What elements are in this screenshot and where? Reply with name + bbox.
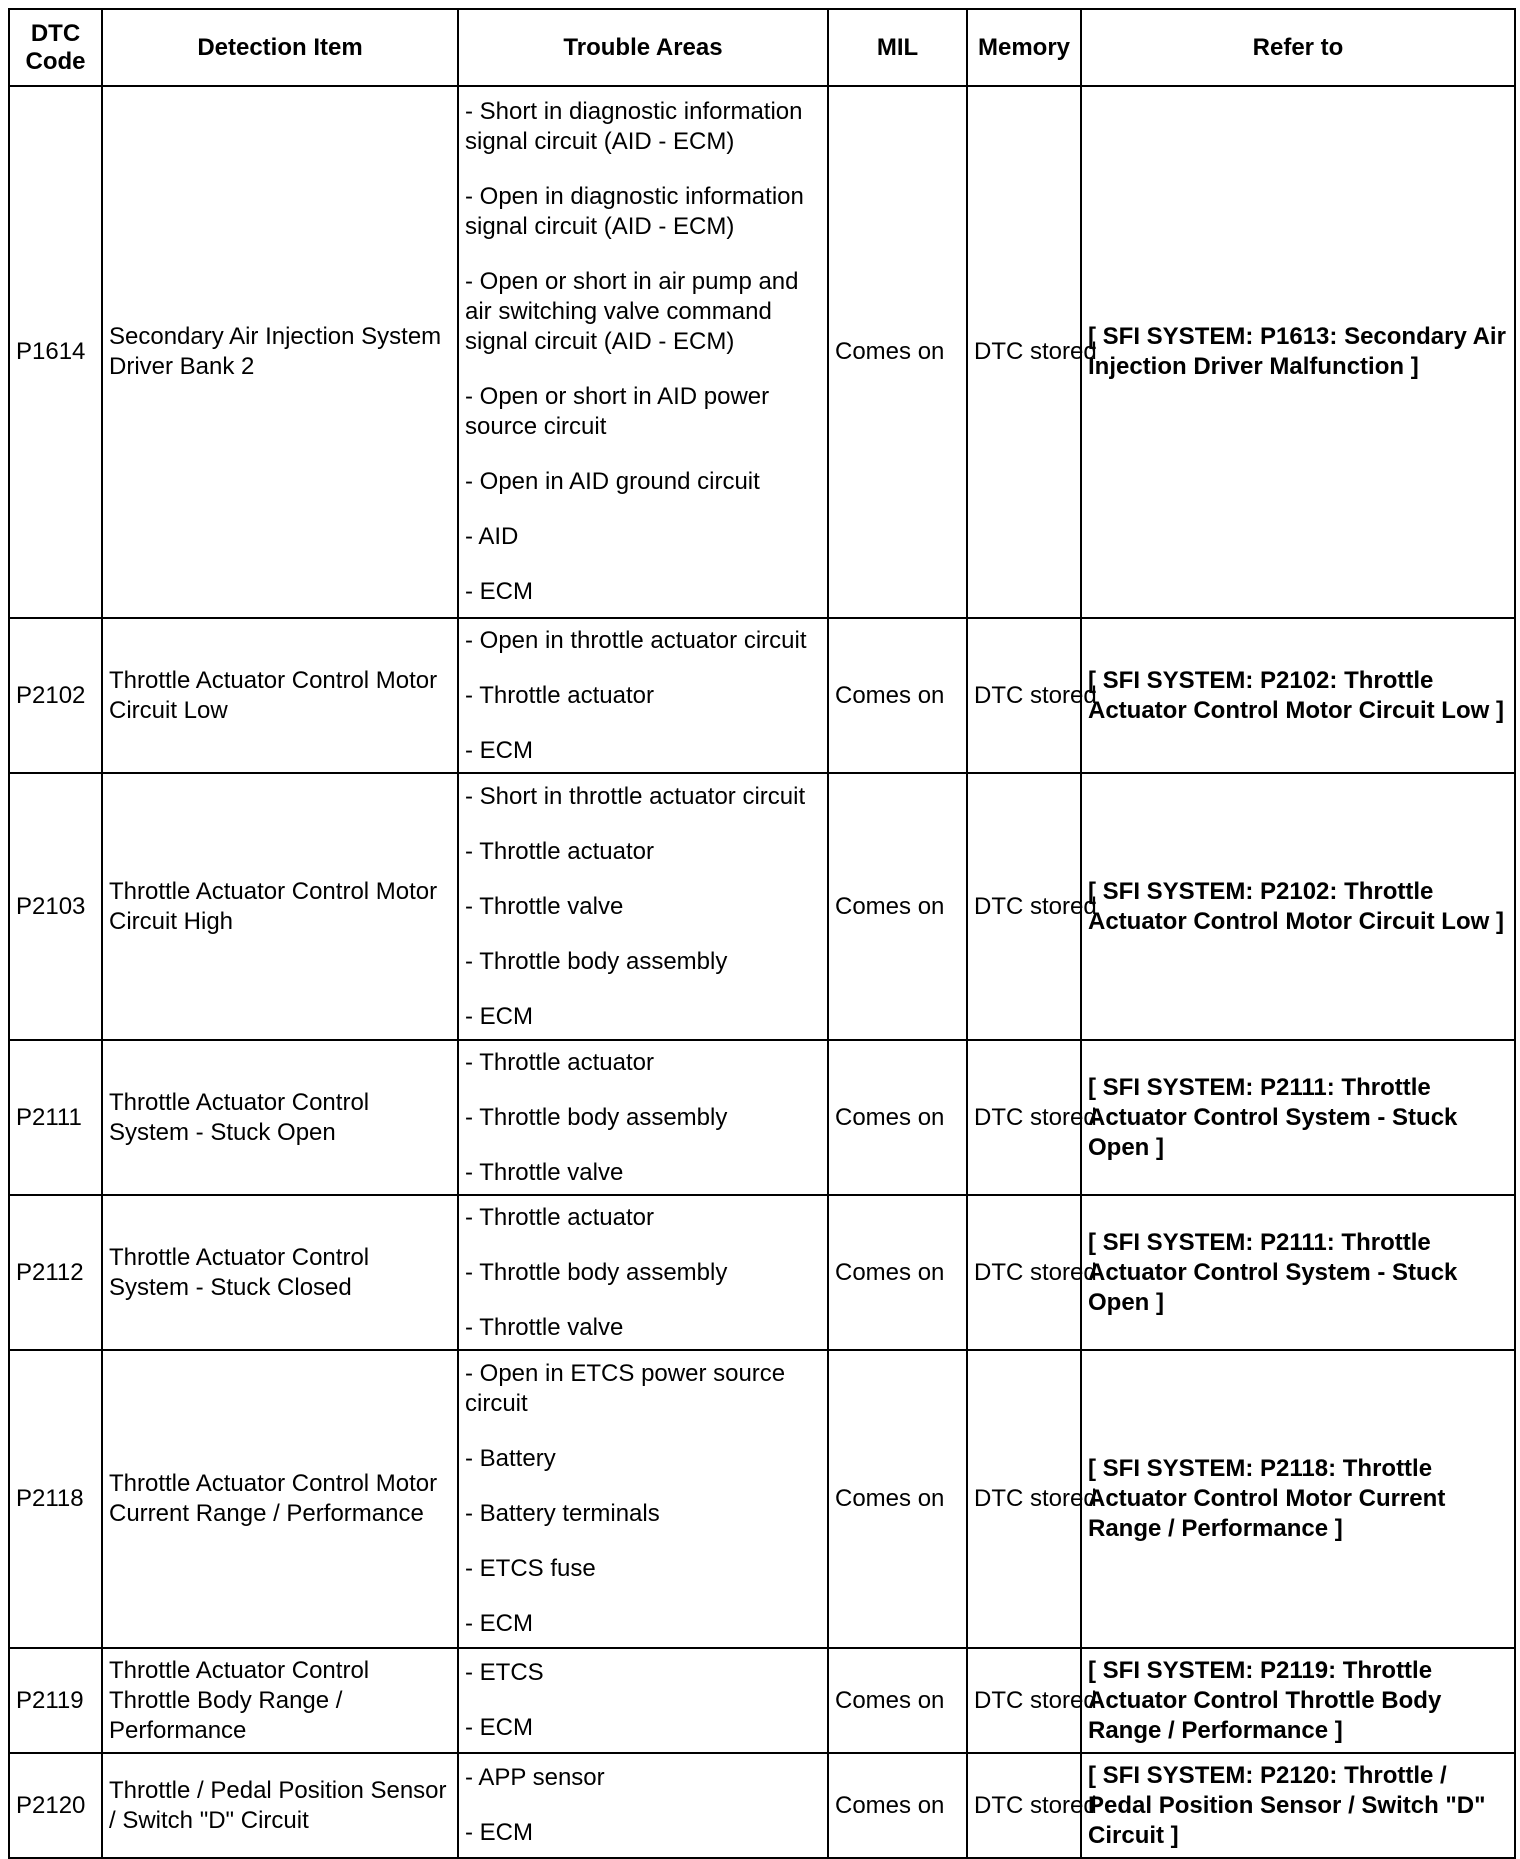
trouble-area-item: - Throttle actuator: [465, 1048, 654, 1076]
memory-cell: DTC stored: [967, 86, 1081, 618]
trouble-area-item: - ECM: [465, 578, 533, 605]
trouble-area-item: - Throttle valve: [465, 892, 624, 920]
trouble-area-item: - Throttle body assembly: [465, 1103, 728, 1131]
trouble-area-item: - ECM: [465, 1610, 533, 1637]
trouble-area-item: - ECM: [465, 1819, 533, 1846]
table-row: [9, 1195, 1515, 1350]
refer-to-cell: [ SFI SYSTEM: P2102: Throttle Actuator Control Motor Circuit Low ]: [1081, 618, 1515, 773]
header-refer-to: Refer to: [1081, 9, 1515, 86]
detection-item-cell: Throttle Actuator Control System - Stuck Closed: [102, 1195, 458, 1350]
refer-to-cell: [ SFI SYSTEM: P2111: Throttle Actuator Control System - Stuck Open ]: [1081, 1195, 1515, 1350]
trouble-area-item: - Open in ETCS power source circuit: [465, 1360, 786, 1417]
header-mil: MIL: [828, 9, 967, 86]
mil-cell: Comes on: [828, 1040, 967, 1195]
memory-cell: DTC stored: [967, 1040, 1081, 1195]
memory-cell: DTC stored: [967, 1195, 1081, 1350]
dtc-code-cell: P2111: [9, 1040, 102, 1195]
trouble-area-item: - Battery terminals: [465, 1500, 660, 1527]
trouble-area-item: - Open in throttle actuator circuit: [465, 626, 807, 654]
table-row: [9, 1350, 1515, 1648]
trouble-area-item: - Throttle actuator: [465, 1203, 654, 1231]
trouble-area-item: - Open in AID ground circuit: [465, 468, 760, 495]
trouble-areas-cell: [458, 1040, 828, 1195]
trouble-area-item: - ECM: [465, 736, 533, 764]
mil-cell: Comes on: [828, 1195, 967, 1350]
mil-cell: Comes on: [828, 86, 967, 618]
detection-item-cell: Throttle Actuator Control Motor Current Range / Performance: [102, 1350, 458, 1648]
memory-cell: DTC stored: [967, 1648, 1081, 1753]
trouble-area-item: - ECM: [465, 1002, 533, 1030]
header-dtc-code: [9, 9, 102, 86]
table-row: [9, 773, 1515, 1040]
table-row: [9, 1753, 1515, 1858]
dtc-code-cell: P1614: [9, 86, 102, 618]
refer-to-cell: [ SFI SYSTEM: P2120: Throttle / Pedal Position Sensor / Switch "D" Circuit ]: [1081, 1753, 1515, 1858]
trouble-area-item: - APP sensor: [465, 1764, 605, 1791]
trouble-areas-cell: [458, 618, 828, 773]
detection-item-cell: Throttle / Pedal Position Sensor / Switch "D" Circuit: [102, 1753, 458, 1858]
refer-to-cell: [ SFI SYSTEM: P2118: Throttle Actuator Control Motor Current Range / Performance ]: [1081, 1350, 1515, 1648]
dtc-code-cell: P2103: [9, 773, 102, 1040]
memory-cell: DTC stored: [967, 773, 1081, 1040]
trouble-area-item: - Short in diagnostic information signal circuit (AID - ECM): [465, 98, 803, 155]
dtc-code-cell: P2112: [9, 1195, 102, 1350]
table-row: [9, 618, 1515, 773]
dtc-table: [8, 8, 1516, 1859]
trouble-areas-cell: [458, 1753, 828, 1858]
trouble-area-item: - ECM: [465, 1714, 533, 1741]
trouble-area-item: - Short in throttle actuator circuit: [465, 782, 806, 810]
memory-cell: DTC stored: [967, 1350, 1081, 1648]
trouble-areas-cell: [458, 86, 828, 618]
detection-item-cell: Secondary Air Injection System Driver Bank 2: [102, 86, 458, 618]
trouble-areas-cell: [458, 773, 828, 1040]
mil-cell: Comes on: [828, 618, 967, 773]
detection-item-cell: Throttle Actuator Control Motor Circuit High: [102, 773, 458, 1040]
table-row: [9, 86, 1515, 618]
trouble-area-item: - Battery: [465, 1445, 556, 1472]
detection-item-cell: Throttle Actuator Control Motor Circuit Low: [102, 618, 458, 773]
trouble-area-item: - Throttle actuator: [465, 681, 654, 709]
dtc-code-cell: P2120: [9, 1753, 102, 1858]
detection-item-cell: Throttle Actuator Control Throttle Body Range / Performance: [102, 1648, 458, 1753]
refer-to-cell: [ SFI SYSTEM: P2102: Throttle Actuator Control Motor Circuit Low ]: [1081, 773, 1515, 1040]
trouble-area-item: - Throttle actuator: [465, 837, 654, 865]
trouble-area-item: - Open or short in AID power source circuit: [465, 383, 770, 440]
dtc-code-cell: P2118: [9, 1350, 102, 1648]
trouble-area-item: - Throttle valve: [465, 1313, 624, 1341]
trouble-area-item: - Throttle valve: [465, 1158, 624, 1186]
mil-cell: Comes on: [828, 773, 967, 1040]
header-dtc-code-line1: DTC: [30, 19, 81, 47]
header-detection-item: Detection Item: [102, 9, 458, 86]
dtc-code-cell: P2102: [9, 618, 102, 773]
dtc-code-cell: P2119: [9, 1648, 102, 1753]
trouble-area-item: - ETCS fuse: [465, 1555, 596, 1582]
table-body: [9, 86, 1515, 1858]
table-row: [9, 1040, 1515, 1195]
trouble-areas-cell: [458, 1648, 828, 1753]
mil-cell: Comes on: [828, 1648, 967, 1753]
refer-to-cell: [ SFI SYSTEM: P2111: Throttle Actuator Control System - Stuck Open ]: [1081, 1040, 1515, 1195]
detection-item-cell: Throttle Actuator Control System - Stuck Open: [102, 1040, 458, 1195]
table-row: [9, 1648, 1515, 1753]
trouble-area-item: - Open in diagnostic information signal circuit (AID - ECM): [465, 183, 804, 240]
trouble-areas-cell: [458, 1350, 828, 1648]
header-row: [9, 9, 1515, 86]
memory-cell: DTC stored: [967, 618, 1081, 773]
header-dtc-code-line2: Code: [25, 47, 86, 75]
header-memory: Memory: [967, 9, 1081, 86]
header-trouble-areas: Trouble Areas: [458, 9, 828, 86]
trouble-area-item: - AID: [465, 523, 519, 550]
trouble-area-item: - Throttle body assembly: [465, 947, 728, 975]
trouble-area-item: - Throttle body assembly: [465, 1258, 728, 1286]
trouble-areas-cell: [458, 1195, 828, 1350]
trouble-area-item: - Open or short in air pump and air switching valve command signal circuit (AID - ECM): [465, 268, 799, 355]
trouble-area-item: - ETCS: [465, 1659, 544, 1686]
memory-cell: DTC stored: [967, 1753, 1081, 1858]
mil-cell: Comes on: [828, 1350, 967, 1648]
refer-to-cell: [ SFI SYSTEM: P2119: Throttle Actuator Control Throttle Body Range / Performance ]: [1081, 1648, 1515, 1753]
mil-cell: Comes on: [828, 1753, 967, 1858]
refer-to-cell: [ SFI SYSTEM: P1613: Secondary Air Injection Driver Malfunction ]: [1081, 86, 1515, 618]
